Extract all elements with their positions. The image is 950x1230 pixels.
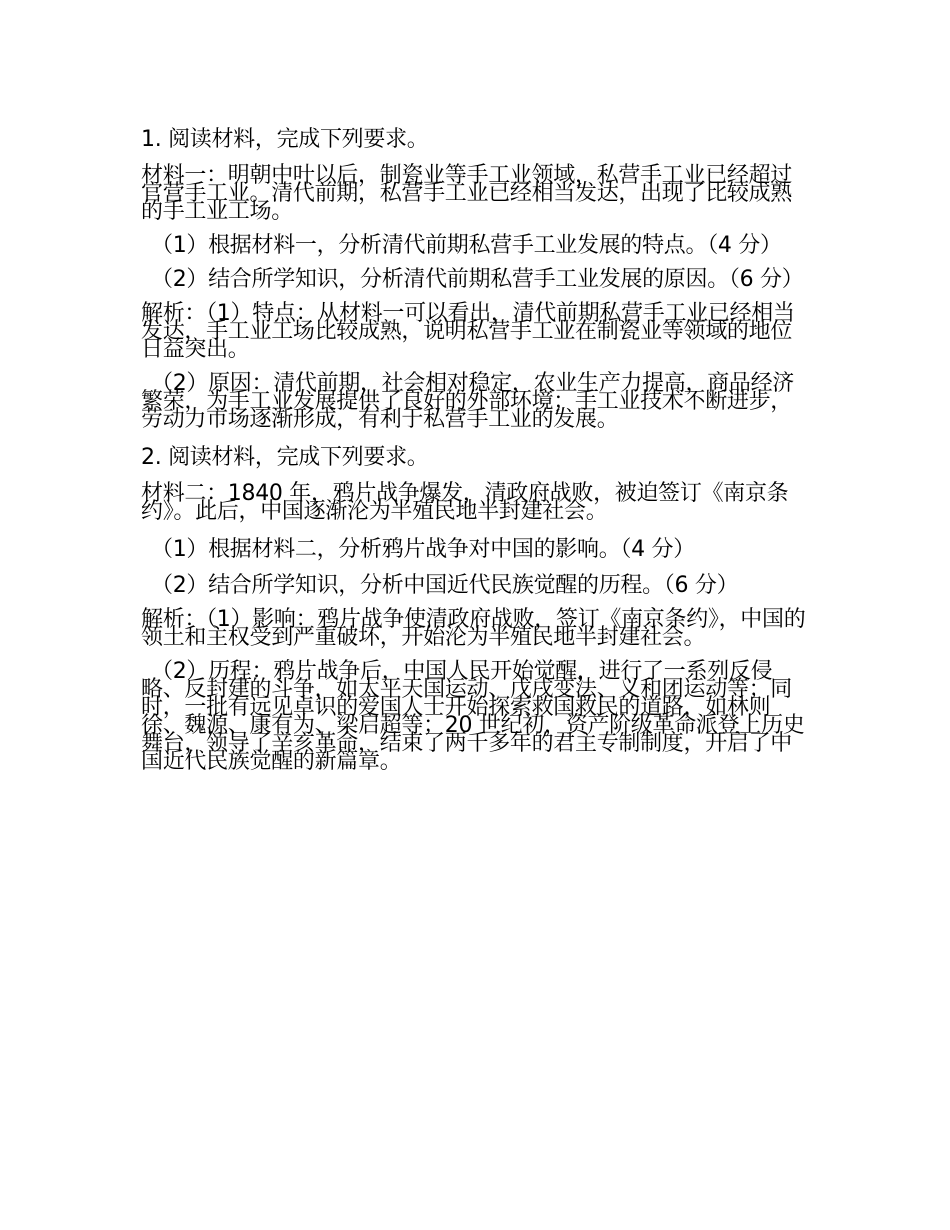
question-2-answer-2: （2）历程：鸦片战争后，中国人民开始觉醒，进行了一系列反侵略、反封建的斗争，如太平天国运动、戊戌变法、义和团运动等；同时，一批有远见卓识的爱国人士开始探索救国救民的道路，如林则徐、魏源、康有为、梁启超等；20 世纪初，资产阶级革命派登上历史舞台，领导了辛亥革命，结束了两千多年的君主专制制度，开启了中国近代民族觉醒的新篇章。: [141, 659, 805, 774]
question-1-answer-1: 解析：（1）特点：从材料一可以看出，清代前期私营手工业已经相当发达，手工业工场比较成熟，说明私营手工业在制瓷业等领域的地位日益突出。: [141, 301, 795, 362]
question-1-title: 1. 阅读材料，完成下列要求。: [141, 127, 429, 152]
question-1-material: 材料一：明朝中叶以后，制瓷业等手工业领域，私营手工业已经超过官营手工业。清代前期，私营手工业已经相当发达，出现了比较成熟的手工业工场。: [141, 163, 793, 224]
question-1-requirement-2: （2）结合所学知识，分析清代前期私营手工业发展的原因。（6 分）: [151, 267, 804, 292]
question-2-title: 2. 阅读材料，完成下列要求。: [141, 445, 429, 470]
question-1-requirement-1: （1）根据材料一，分析清代前期私营手工业发展的特点。（4 分）: [151, 233, 782, 258]
question-1-answer-2: （2）原因：清代前期，社会相对稳定，农业生产力提高，商品经济繁荣，为手工业发展提供了良好的外部环境；手工业技术不断进步，劳动力市场逐渐形成，有利于私营手工业的发展。: [141, 371, 794, 432]
question-2-requirement-2: （2）结合所学知识，分析中国近代民族觉醒的历程。（6 分）: [151, 573, 739, 598]
question-2-answer-1: 解析：（1）影响：鸦片战争使清政府战败，签订《南京条约》，中国的领土和主权受到严重破坏，开始沦为半殖民地半封建社会。: [141, 607, 806, 650]
question-2-requirement-1: （1）根据材料二，分析鸦片战争对中国的影响。（4 分）: [151, 537, 695, 562]
question-2-material: 材料二：1840 年，鸦片战争爆发，清政府战败，被迫签订《南京条约》。此后，中国逐渐沦为半殖民地半封建社会。: [141, 481, 789, 524]
document-body: [141, 127, 813, 787]
